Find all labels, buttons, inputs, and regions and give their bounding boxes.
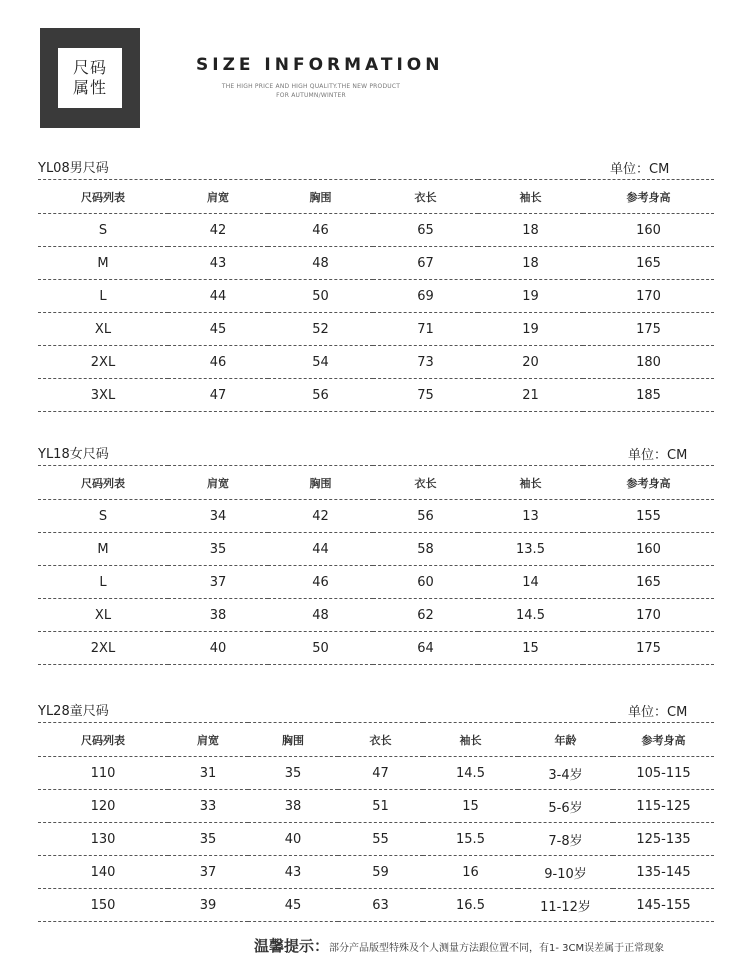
table-cell: 21 [478, 379, 583, 412]
table-cell: 52 [268, 313, 373, 346]
column-header: 胸围 [268, 180, 373, 214]
table-cell: 155 [583, 500, 714, 533]
table-cell: 43 [248, 856, 338, 889]
table-row [38, 280, 714, 313]
table-cell: L [38, 280, 168, 313]
table-cell: 40 [168, 632, 268, 665]
footer-text: 部分产品版型特殊及个人测量方法跟位置不同，有1- 3CM误差属于正常现象 [329, 943, 665, 954]
table-header-row [38, 466, 714, 500]
men-section-title: YL08男尺码 [38, 161, 109, 176]
badge-inner [58, 48, 122, 108]
table-cell: 115-125 [613, 790, 714, 823]
table-cell: 11-12岁 [518, 889, 613, 922]
table-cell: 175 [583, 313, 714, 346]
table-cell: 14.5 [478, 599, 583, 632]
page-header [0, 0, 750, 140]
table-cell: 16.5 [423, 889, 518, 922]
table-cell: S [38, 500, 168, 533]
table-cell: 18 [478, 214, 583, 247]
table-cell: XL [38, 313, 168, 346]
table-cell: 40 [248, 823, 338, 856]
table-cell: 67 [373, 247, 478, 280]
table-cell: 14.5 [423, 757, 518, 790]
table-row [38, 533, 714, 566]
table-cell: 20 [478, 346, 583, 379]
table-row [38, 632, 714, 665]
table-cell: 145-155 [613, 889, 714, 922]
table-cell: 51 [338, 790, 423, 823]
table-cell: 175 [583, 632, 714, 665]
table-header-row [38, 180, 714, 214]
table-cell: 33 [168, 790, 248, 823]
table-cell: 15 [423, 790, 518, 823]
table-cell: 48 [268, 599, 373, 632]
table-row [38, 247, 714, 280]
column-header: 胸围 [268, 466, 373, 500]
column-header: 年龄 [518, 723, 613, 757]
column-header: 参考身高 [583, 466, 714, 500]
table-cell: 15 [478, 632, 583, 665]
column-header: 袖长 [478, 466, 583, 500]
column-header: 尺码列表 [38, 180, 168, 214]
subtitle-line-2: FOR AUTUMN/WINTER [276, 92, 346, 99]
table-cell: 38 [248, 790, 338, 823]
table-cell: 54 [268, 346, 373, 379]
table-cell: 55 [338, 823, 423, 856]
table-cell: 69 [373, 280, 478, 313]
table-cell: 13 [478, 500, 583, 533]
table-cell: 35 [168, 823, 248, 856]
page-subtitle [196, 82, 426, 100]
table-row [38, 566, 714, 599]
kids-unit-label: 单位：CM [628, 705, 688, 720]
table-cell: 185 [583, 379, 714, 412]
table-cell: 13.5 [478, 533, 583, 566]
table-cell: 73 [373, 346, 478, 379]
table-cell: 19 [478, 313, 583, 346]
column-header: 衣长 [373, 180, 478, 214]
table-cell: 34 [168, 500, 268, 533]
footer-label: 温馨提示： [254, 937, 330, 955]
table-cell: S [38, 214, 168, 247]
column-header: 袖长 [423, 723, 518, 757]
table-row [38, 889, 714, 922]
table-cell: 170 [583, 280, 714, 313]
column-header: 肩宽 [168, 180, 268, 214]
table-cell: 43 [168, 247, 268, 280]
table-cell: 18 [478, 247, 583, 280]
table-cell: 110 [38, 757, 168, 790]
page-title: SIZE INFORMATION [196, 55, 444, 75]
table-cell: 130 [38, 823, 168, 856]
table-row [38, 757, 714, 790]
footer-note [254, 935, 664, 956]
kids-size-table [38, 722, 714, 922]
table-cell: 165 [583, 566, 714, 599]
table-cell: 75 [373, 379, 478, 412]
column-header: 参考身高 [613, 723, 714, 757]
table-cell: 9-10岁 [518, 856, 613, 889]
column-header: 衣长 [373, 466, 478, 500]
men-unit-label: 单位：CM [610, 162, 670, 177]
table-cell: 160 [583, 533, 714, 566]
table-cell: 35 [248, 757, 338, 790]
table-cell: 46 [268, 566, 373, 599]
column-header: 衣长 [338, 723, 423, 757]
table-cell: 165 [583, 247, 714, 280]
table-cell: 50 [268, 632, 373, 665]
table-cell: 5-6岁 [518, 790, 613, 823]
table-cell: 46 [168, 346, 268, 379]
table-cell: 56 [268, 379, 373, 412]
table-cell: 37 [168, 566, 268, 599]
table-cell: 120 [38, 790, 168, 823]
table-cell: 47 [338, 757, 423, 790]
table-cell: 140 [38, 856, 168, 889]
badge-line-1: 尺码 [72, 58, 107, 77]
table-row [38, 790, 714, 823]
table-cell: 15.5 [423, 823, 518, 856]
table-cell: 44 [268, 533, 373, 566]
table-row [38, 214, 714, 247]
column-header: 袖长 [478, 180, 583, 214]
badge-line-2: 属性 [72, 78, 107, 97]
table-cell: 31 [168, 757, 248, 790]
table-cell: 45 [168, 313, 268, 346]
table-cell: L [38, 566, 168, 599]
table-row [38, 599, 714, 632]
table-cell: 48 [268, 247, 373, 280]
table-cell: 160 [583, 214, 714, 247]
table-cell: 56 [373, 500, 478, 533]
table-cell: 7-8岁 [518, 823, 613, 856]
table-cell: 38 [168, 599, 268, 632]
subtitle-line-1: THE HIGH PRICE AND HIGH QUALITY.THE NEW PRODUCT [221, 83, 401, 90]
women-section-title: YL18女尺码 [38, 447, 109, 462]
column-header: 胸围 [248, 723, 338, 757]
table-cell: 65 [373, 214, 478, 247]
column-header: 肩宽 [168, 466, 268, 500]
table-header-row [38, 723, 714, 757]
table-cell: M [38, 533, 168, 566]
column-header: 尺码列表 [38, 466, 168, 500]
table-cell: 45 [248, 889, 338, 922]
women-size-table [38, 465, 714, 665]
column-header: 参考身高 [583, 180, 714, 214]
table-row [38, 313, 714, 346]
table-cell: 71 [373, 313, 478, 346]
table-row [38, 346, 714, 379]
column-header: 尺码列表 [38, 723, 168, 757]
table-cell: 19 [478, 280, 583, 313]
table-row [38, 500, 714, 533]
table-row [38, 856, 714, 889]
size-attribute-badge [40, 28, 140, 128]
table-cell: 35 [168, 533, 268, 566]
table-row [38, 379, 714, 412]
table-cell: 150 [38, 889, 168, 922]
table-cell: 64 [373, 632, 478, 665]
table-cell: 39 [168, 889, 248, 922]
men-size-table [38, 179, 714, 412]
table-cell: 59 [338, 856, 423, 889]
table-cell: 62 [373, 599, 478, 632]
table-cell: 60 [373, 566, 478, 599]
table-cell: 47 [168, 379, 268, 412]
table-cell: 14 [478, 566, 583, 599]
table-cell: 105-115 [613, 757, 714, 790]
table-cell: XL [38, 599, 168, 632]
table-cell: 42 [168, 214, 268, 247]
table-cell: 2XL [38, 346, 168, 379]
table-cell: 46 [268, 214, 373, 247]
table-row [38, 823, 714, 856]
table-cell: 170 [583, 599, 714, 632]
table-cell: 37 [168, 856, 248, 889]
column-header: 肩宽 [168, 723, 248, 757]
table-cell: 50 [268, 280, 373, 313]
table-cell: 3XL [38, 379, 168, 412]
table-cell: 16 [423, 856, 518, 889]
table-cell: 3-4岁 [518, 757, 613, 790]
table-cell: 63 [338, 889, 423, 922]
table-cell: 58 [373, 533, 478, 566]
table-cell: 125-135 [613, 823, 714, 856]
women-unit-label: 单位：CM [628, 448, 688, 463]
table-cell: 2XL [38, 632, 168, 665]
table-cell: M [38, 247, 168, 280]
table-cell: 180 [583, 346, 714, 379]
table-cell: 135-145 [613, 856, 714, 889]
kids-section-title: YL28童尺码 [38, 704, 109, 719]
table-cell: 44 [168, 280, 268, 313]
table-cell: 42 [268, 500, 373, 533]
